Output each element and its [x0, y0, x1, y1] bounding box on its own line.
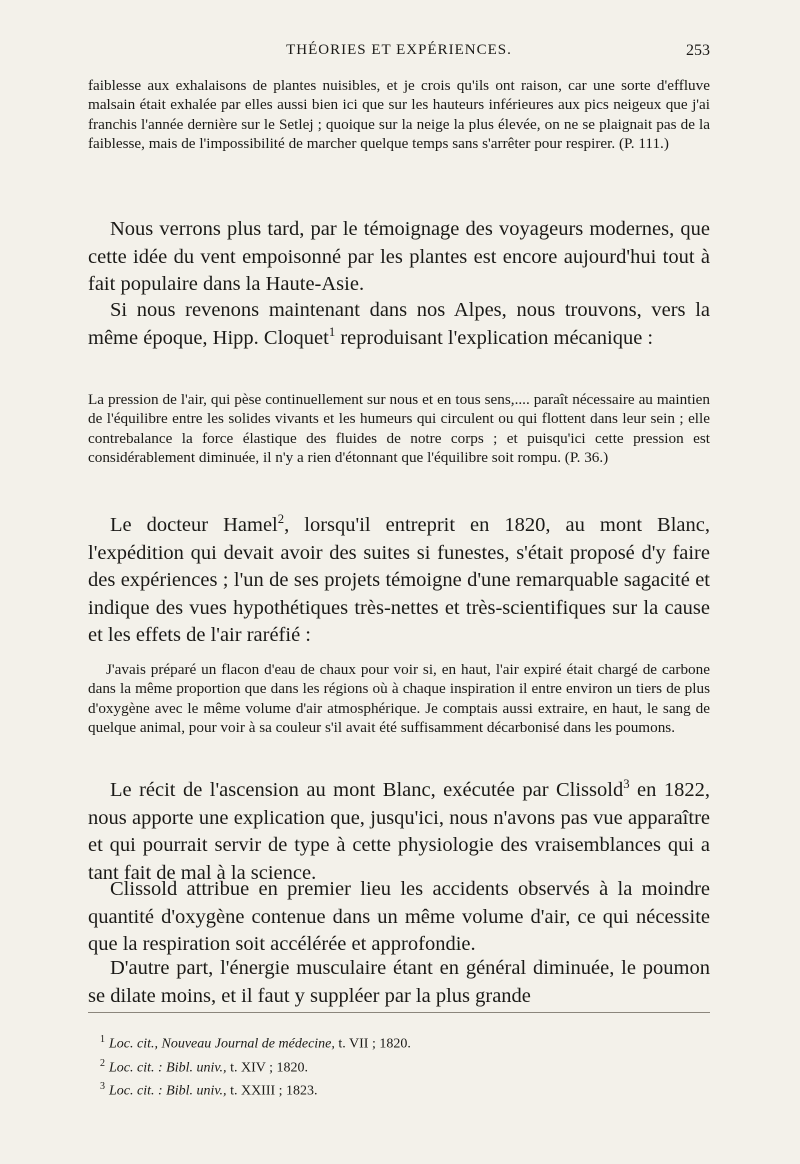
paragraph-2-text-a: Si nous revenons maintenant dans nos Alpes, nous trouvons, vers la même époque, Hipp. Cloquet [88, 299, 710, 349]
quote-block-3: J'avais préparé un flacon d'eau de chaux pour voir si, en haut, l'air expiré était chargé de carbone dans la même proportion que dans les régions où à chaque inspiration il entre environ un tiers de plus d'oxygène avec le même volume d'air atmosphérique. Je comptais aussi extraire, en haut, le sang de quelque animal, pour voir à sa couleur s'il avait été suffisamment décarbonisé dans les poumons. [88, 661, 710, 737]
page-number: 253 [686, 42, 710, 59]
quote-block-2: La pression de l'air, qui pèse continuellement sur nous et en tous sens,.... paraît nécessaire au maintien de l'équilibre entre les solides vivants et les humeurs qui circulent ou qui flottent dans leur sein ; elle contrebalance la force élastique des fluides de notre corps ; et puisqu'ici cette pression est considérablement diminuée, il n'y a rien d'étonnant que l'équilibre soit rompu. (P. 36.) [88, 391, 710, 467]
paragraph-3 [88, 512, 710, 650]
paragraph-4-text-b: en 1822, nous apporte une explication que, jusqu'ici, nous n'avons pas vue apparaître et qui pourrait servir de type à cette physiologie des vraisemblances qui a tant fait de mal à la science. [88, 779, 710, 884]
footnote-detail: t. VII ; 1820. [338, 1036, 411, 1052]
footnote-1 [100, 1030, 710, 1054]
footnote-detail: t. XIV ; 1820. [230, 1060, 308, 1076]
footnote-mark: 1 [100, 1034, 105, 1045]
page-header [88, 42, 710, 66]
quote-block-1: faiblesse aux exhalaisons de plantes nuisibles, et je crois qu'ils ont raison, car une sorte d'effluve malsain était exhalée par elles aussi bien ici que sur les hauteurs inférieures aux pics neigeux que j'ai franchis l'année dernière sur le Setlej ; quoique sur la neige la plus élevée, on ne se plaignait pas de la faiblesse, mais de l'impossibilité de marcher quelque temps sans s'arrêter pour respirer. (P. 111.) [88, 77, 710, 153]
footnote-ref-1: 1 [328, 324, 336, 339]
footnote-source: Loc. cit. : Bibl. univ., [109, 1060, 227, 1076]
footnote-3 [100, 1077, 710, 1101]
paragraph-6: D'autre part, l'énergie musculaire étant en général diminuée, le poumon se dilate moins, et il faut y suppléer par la plus grande [88, 957, 710, 1007]
running-title: THÉORIES ET EXPÉRIENCES. [286, 42, 512, 58]
paragraph-2 [88, 297, 710, 352]
paragraph-4-text-a: Le récit de l'ascension au mont Blanc, exécutée par Clissold [110, 779, 624, 801]
footnotes [100, 1030, 710, 1101]
paragraph-4 [88, 777, 710, 887]
paragraph-3-text-a: Le docteur Hamel [110, 514, 278, 536]
footnote-2 [100, 1054, 710, 1078]
paragraph-3-text-b: , lorsqu'il entreprit en 1820, au mont Blanc, l'expédition qui devait avoir des suites si funestes, s'était proposé d'y faire des expériences ; l'un de ses projets témoigne d'une remarquable sagacité et indique des vues hypothétiques très-nettes et très-scientifiques sur la cause et les effets de l'air raréfié : [88, 514, 711, 646]
footnote-mark: 3 [100, 1081, 105, 1093]
footnote-divider [88, 1012, 710, 1013]
footnote-detail: t. XXIII ; 1823. [230, 1083, 318, 1099]
paragraph-5: Clissold attribue en premier lieu les accidents observés à la moindre quantité d'oxygène contenue dans un même volume d'air, ce qui nécessite que la respiration soit accélérée et approfondie. [88, 878, 710, 955]
footnote-ref-2: 2 [277, 512, 285, 527]
footnote-mark: 2 [100, 1057, 105, 1069]
footnote-source: Loc. cit., Nouveau Journal de médecine, [109, 1036, 335, 1052]
footnote-ref-3: 3 [623, 777, 630, 792]
paragraph-1: Nous verrons plus tard, par le témoignage des voyageurs modernes, que cette idée du vent empoisonné par les plantes est encore aujourd'hui tout à fait populaire dans la Haute-Asie. [88, 218, 710, 295]
footnote-source: Loc. cit. : Bibl. univ., [109, 1083, 227, 1099]
paragraph-2-text-b: reproduisant l'explication mécanique : [335, 326, 654, 349]
